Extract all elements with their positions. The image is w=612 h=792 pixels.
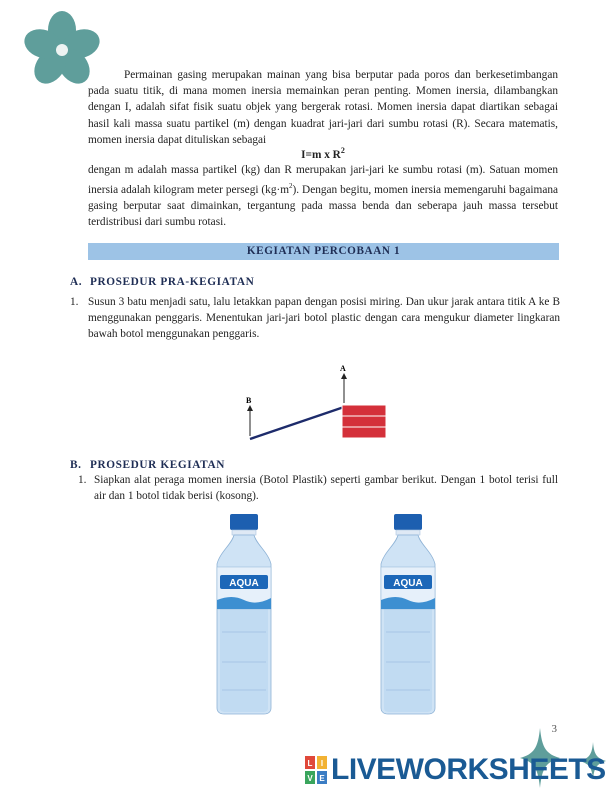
inertia-formula	[88, 146, 558, 161]
brick-stack	[342, 405, 386, 438]
section-b-item-text: Siapkan alat peraga momen inersia (Botol Plastik) seperti gambar berikut. Dengan 1 botol terisi full air dan 1 botol tidak berisi (kosong).	[94, 474, 558, 503]
formula-exponent: 2	[340, 146, 345, 155]
label-b: B	[246, 396, 252, 405]
ramp-diagram	[232, 360, 392, 450]
intro-paragraph-2	[88, 162, 558, 231]
logo-letter-i: I	[320, 759, 324, 768]
section-b-title: PROSEDUR KEGIATAN	[90, 459, 226, 471]
arrow-b-head	[247, 405, 253, 411]
section-a-item-number: 1.	[70, 296, 79, 308]
logo-letter-l: L	[307, 759, 313, 768]
intro-paragraph-1: Permainan gasing merupakan mainan yang bisa berputar pada poros dan berkesetimbangan pada suatu titik, di mana momen inersia memainkan peran penting. Momen inersia, dilambangkan dengan I, adalah sifat fisik suatu objek yang bergerak rotasi. Momen inersia dapat diartikan sebagai hasil kali massa suatu partikel (m) dengan kuadrat jari-jari dari sumbu rotasi (R). Secara matematis, momen inersia dapat dituliskan sebagai	[88, 69, 558, 146]
section-a-heading	[70, 276, 254, 288]
page-number: 3	[551, 723, 557, 735]
liveworksheets-wordmark[interactable]: LIVEWORKSHEETS	[331, 753, 606, 786]
section-a-item-text: Susun 3 batu menjadi satu, lalu letakkan papan dengan posisi miring. Dan ukur jarak antara titik A ke B menggunakan penggaris. Menentukan jari-jari botol plastic dengan cara mengukur diameter lingkaran bawah botol menggunakan penggaris.	[88, 296, 560, 341]
section-b-heading	[70, 459, 225, 471]
arrow-a-head	[341, 373, 347, 379]
water-bottle-full	[212, 512, 276, 716]
bottle-2-brand: AQUA	[393, 578, 423, 589]
section-b-letter: B.	[70, 459, 82, 471]
section-a-letter: A.	[70, 276, 83, 288]
section-b-item	[78, 472, 558, 504]
bottle-1-brand: AQUA	[229, 578, 259, 589]
paragraph-2-part-b: ). Dengan begitu, momen inersia memengaruhi bagaimana gasing berputar saat dimainkan, tergantung pada massa benda dan seberapa jauh massa tersebut terdistribusi dari sumbu rotasi.	[88, 183, 558, 229]
activity-banner: KEGIATAN PERCOBAAN 1	[88, 243, 559, 260]
formula-base: I=m x R	[301, 148, 341, 161]
logo-letter-e: E	[319, 774, 325, 783]
liveworksheets-footer[interactable]	[300, 748, 612, 792]
section-a-title: PROSEDUR PRA-KEGIATAN	[90, 276, 255, 288]
liveworksheets-logo-icon	[305, 756, 327, 784]
section-b-item-number: 1.	[78, 474, 87, 486]
label-a: A	[340, 364, 346, 373]
paragraph-2-part-a: dengan m adalah massa partikel (kg) dan R merupakan jari-jari ke sumbu rotasi (m). Satuan momen inersia adalah kilogram meter persegi (kg·m	[88, 164, 558, 196]
water-bottle-empty	[376, 512, 440, 716]
paragraph-2-exponent: 2	[289, 182, 293, 191]
ramp-board	[250, 407, 344, 439]
section-a-item	[70, 294, 560, 343]
logo-letter-v: V	[307, 774, 313, 783]
